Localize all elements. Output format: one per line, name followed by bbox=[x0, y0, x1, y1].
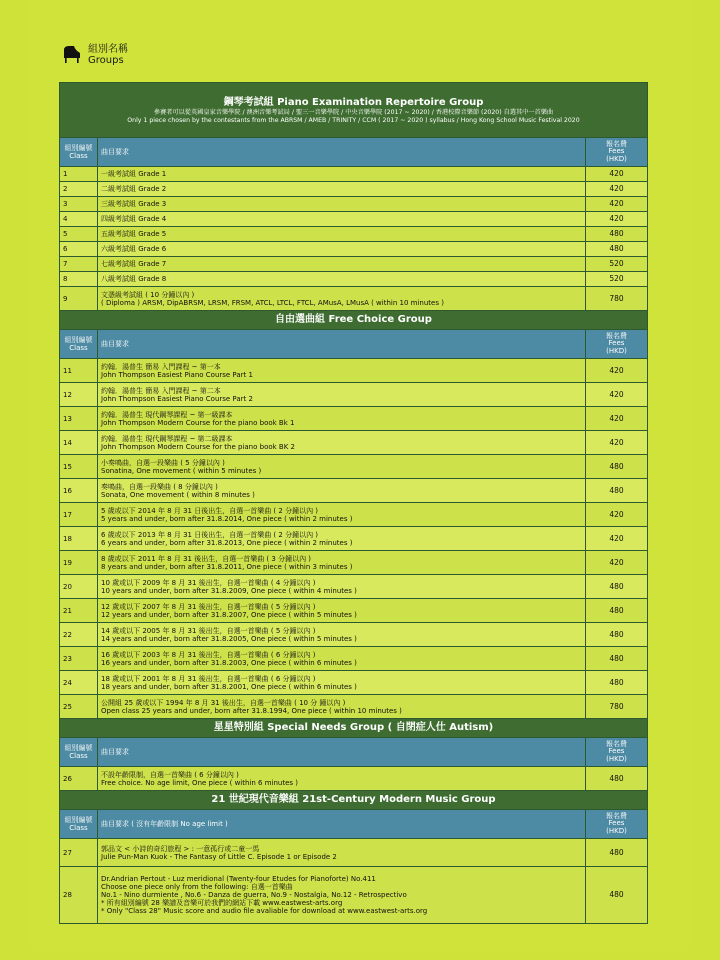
table-row bbox=[60, 167, 648, 182]
requirement-line: * 所有組別編號 28 樂譜及音樂可於我們的網站下載 www.eastwest-arts.org bbox=[101, 899, 343, 907]
requirement-line: * Only "Class 28" Music score and audio file avaliable for download at www.eastwest-arts.org bbox=[101, 907, 428, 915]
class-number: 8 bbox=[60, 272, 98, 287]
section-title: 鋼琴考試組 Piano Examination Repertoire Group bbox=[223, 96, 484, 108]
requirement-en: 16 years and under, born after 31.8.2003, One piece ( within 6 minutes ) bbox=[101, 658, 357, 667]
col-fee-en: Fees bbox=[608, 147, 625, 156]
table-row bbox=[60, 599, 648, 623]
section-header-modern-music bbox=[60, 791, 648, 810]
requirement-zh: 14 歲或以下 2005 年 8 月 31 後出生，自選一首樂曲 ( 5 分鐘以內 ) bbox=[101, 626, 316, 635]
class-number: 6 bbox=[60, 242, 98, 257]
table-row bbox=[60, 695, 648, 719]
requirement-zh: 8 歲或以下 2011 年 8 月 31 後出生，自選一首樂曲 ( 3 分鐘以內 ) bbox=[101, 554, 312, 563]
requirement-zh: 12 歲或以下 2007 年 8 月 31 後出生，自選一首樂曲 ( 5 分鐘以內 ) bbox=[101, 602, 316, 611]
fee: 420 bbox=[585, 197, 647, 212]
class-number: 27 bbox=[60, 839, 98, 867]
table-row bbox=[60, 647, 648, 671]
class-number: 1 bbox=[60, 167, 98, 182]
class-number: 28 bbox=[60, 867, 98, 924]
fee: 520 bbox=[585, 272, 647, 287]
fee: 780 bbox=[585, 287, 647, 311]
section-note-en: Only 1 piece chosen by the contestants from the ABRSM / AMEB / TRINITY / CCM ( 2017 ~ 2020 ) syllabus / Hong Kong School Music Festival 2020 bbox=[127, 116, 580, 124]
column-header-row bbox=[60, 138, 648, 167]
section-title: 21 世紀現代音樂組 21st-Century Modern Music Group bbox=[60, 791, 648, 810]
class-number: 2 bbox=[60, 182, 98, 197]
requirement-zh: 約翰．湯普生 現代鋼琴課程 ~ 第二級課本 bbox=[101, 434, 233, 443]
table-row bbox=[60, 867, 648, 924]
table-row bbox=[60, 227, 648, 242]
requirement-zh: 公開組 25 歲或以下 1994 年 8 月 31 後出生，自選一首樂曲 ( 10 分 鐘以內 ) bbox=[101, 698, 346, 707]
class-number: 25 bbox=[60, 695, 98, 719]
fee: 780 bbox=[585, 695, 647, 719]
class-number: 7 bbox=[60, 257, 98, 272]
col-fee-unit: (HKD) bbox=[606, 346, 627, 355]
fee: 480 bbox=[585, 599, 647, 623]
requirement-en: John Thompson Modern Course for the piano book Bk 1 bbox=[101, 418, 295, 427]
section-header-free-choice bbox=[60, 311, 648, 330]
class-number: 19 bbox=[60, 551, 98, 575]
fee: 420 bbox=[585, 383, 647, 407]
fee: 420 bbox=[585, 503, 647, 527]
class-number: 13 bbox=[60, 407, 98, 431]
class-number: 26 bbox=[60, 767, 98, 791]
requirement-en: 10 years and under, born after 31.8.2009, One piece ( within 4 minutes ) bbox=[101, 586, 357, 595]
fee: 480 bbox=[585, 767, 647, 791]
fee: 520 bbox=[585, 257, 647, 272]
table-row bbox=[60, 272, 648, 287]
piano-icon bbox=[62, 44, 82, 64]
requirement: 二級考試組 Grade 2 bbox=[98, 182, 586, 197]
requirement-en: Free choice. No age limit, One piece ( within 6 minutes ) bbox=[101, 778, 298, 787]
class-number: 11 bbox=[60, 359, 98, 383]
class-number: 18 bbox=[60, 527, 98, 551]
fee: 420 bbox=[585, 182, 647, 197]
requirement-en: 14 years and under, born after 31.8.2005, One piece ( within 5 minutes ) bbox=[101, 634, 357, 643]
fee: 420 bbox=[585, 551, 647, 575]
requirement-en: 8 years and under, born after 31.8.2011, One piece ( within 3 minutes ) bbox=[101, 562, 353, 571]
requirement-en: 6 years and under, born after 31.8.2013, One piece ( within 2 minutes ) bbox=[101, 538, 353, 547]
col-fee-en: Fees bbox=[608, 819, 625, 828]
requirement-line: No.1 - Nino durmiente , No.6 - Danza de guerra, No.9 - Nostalgia, No.12 - Retrospectivo bbox=[101, 891, 407, 899]
groups-heading bbox=[88, 44, 128, 66]
col-fee-unit: (HKD) bbox=[606, 754, 627, 763]
requirement-zh: 郭品文 < 小詩的奇幻旅程 > : 一意孤行或二童一馬 bbox=[101, 844, 260, 853]
fee: 420 bbox=[585, 212, 647, 227]
section-title: 自由選曲組 Free Choice Group bbox=[60, 311, 648, 330]
col-fee-unit: (HKD) bbox=[606, 154, 627, 163]
requirement-en: 18 years and under, born after 31.8.2001, One piece ( within 6 minutes ) bbox=[101, 682, 357, 691]
class-number: 23 bbox=[60, 647, 98, 671]
requirement-en: ( Diploma ) ARSM, DipABRSM, LRSM, FRSM, ATCL, LTCL, FTCL, AMusA, LMusA ( within 10 minutes ) bbox=[101, 298, 444, 307]
requirement-line: Dr.Andrian Pertout - Luz meridional (Twenty-four Etudes for Pianoforte) No.411 bbox=[101, 875, 376, 883]
col-class-en: Class bbox=[69, 344, 88, 352]
class-number: 3 bbox=[60, 197, 98, 212]
class-number: 4 bbox=[60, 212, 98, 227]
col-fee-en: Fees bbox=[608, 339, 625, 348]
requirement: 五級考試組 Grade 5 bbox=[98, 227, 586, 242]
requirement-en: John Thompson Modern Course for the piano book BK 2 bbox=[101, 442, 295, 451]
col-requirement: 曲目要求 bbox=[98, 738, 586, 767]
table-row bbox=[60, 551, 648, 575]
col-fee-zh: 報名費 bbox=[605, 331, 627, 340]
class-number: 9 bbox=[60, 287, 98, 311]
requirement-zh: 奏鳴曲，自選一段樂曲 ( 8 分鐘以內 ) bbox=[101, 482, 218, 491]
col-fee-en: Fees bbox=[608, 747, 625, 756]
col-class-en: Class bbox=[69, 824, 88, 832]
class-number: 14 bbox=[60, 431, 98, 455]
fee: 480 bbox=[585, 647, 647, 671]
table-row bbox=[60, 287, 648, 311]
fee: 480 bbox=[585, 227, 647, 242]
section-title: 星星特別組 Special Needs Group ( 自閉症人仕 Autism) bbox=[60, 719, 648, 738]
requirement-zh: 5 歲或以下 2014 年 8 月 31 日後出生，自選一首樂曲 ( 2 分鐘以內 ) bbox=[101, 506, 319, 515]
fee: 420 bbox=[585, 359, 647, 383]
groups-heading-en: Groups bbox=[88, 55, 124, 66]
class-number: 15 bbox=[60, 455, 98, 479]
col-fee-unit: (HKD) bbox=[606, 826, 627, 835]
fee: 480 bbox=[585, 575, 647, 599]
requirement-en: Sonata, One movement ( within 8 minutes ) bbox=[101, 490, 255, 499]
col-fee-zh: 報名費 bbox=[605, 739, 627, 748]
fee: 420 bbox=[585, 431, 647, 455]
col-class-zh: 組別編號 bbox=[64, 144, 93, 152]
requirement-zh: 6 歲或以下 2013 年 8 月 31 日後出生，自選一首樂曲 ( 2 分鐘以內 ) bbox=[101, 530, 319, 539]
class-number: 16 bbox=[60, 479, 98, 503]
requirement: 七級考試組 Grade 7 bbox=[98, 257, 586, 272]
fee: 480 bbox=[585, 671, 647, 695]
requirement: 一級考試組 Grade 1 bbox=[98, 167, 586, 182]
class-number: 20 bbox=[60, 575, 98, 599]
column-header-row bbox=[60, 738, 648, 767]
requirement-en: 5 years and under, born after 31.8.2014, One piece ( within 2 minutes ) bbox=[101, 514, 353, 523]
requirement-en: Sonatina, One movement ( within 5 minutes ) bbox=[101, 466, 262, 475]
col-class-en: Class bbox=[69, 152, 88, 160]
col-fee-zh: 報名費 bbox=[605, 811, 627, 820]
requirement-en: Julie Pun-Man Kuok - The Fantasy of Little C. Episode 1 or Episode 2 bbox=[101, 852, 337, 861]
col-fee-zh: 報名費 bbox=[605, 139, 627, 148]
fee: 480 bbox=[585, 242, 647, 257]
requirement-line: Choose one piece only from the following: 自選一首樂曲 bbox=[101, 883, 293, 891]
requirement: 三級考試組 Grade 3 bbox=[98, 197, 586, 212]
table-row bbox=[60, 182, 648, 197]
table-row bbox=[60, 767, 648, 791]
table-row bbox=[60, 212, 648, 227]
table-row bbox=[60, 431, 648, 455]
section-note-zh: 參賽者可以從英國皇家音樂學院 / 澳洲音樂考試局 / 聖三一音樂學院 / 中央音樂學院 (2017 ~ 2020) / 香港校際音樂節 (2020) 自選其中一首樂曲 bbox=[153, 108, 554, 116]
table-row bbox=[60, 242, 648, 257]
groups-heading-zh: 組別名稱 bbox=[88, 44, 128, 55]
requirement-zh: 約翰．湯普生 簡易 入門課程 ~ 第一本 bbox=[101, 362, 221, 371]
table-row bbox=[60, 503, 648, 527]
column-header-row bbox=[60, 810, 648, 839]
col-requirement: 曲目要求 bbox=[98, 330, 586, 359]
requirement-zh: 16 歲或以下 2003 年 8 月 31 後出生，自選一首樂曲 ( 6 分鐘以內 ) bbox=[101, 650, 316, 659]
column-header-row bbox=[60, 330, 648, 359]
fee: 420 bbox=[585, 527, 647, 551]
col-class-en: Class bbox=[69, 752, 88, 760]
fee: 480 bbox=[585, 867, 647, 924]
table-row bbox=[60, 407, 648, 431]
fee: 480 bbox=[585, 839, 647, 867]
requirement-zh: 約翰．湯普生 簡易 入門課程 ~ 第二本 bbox=[101, 386, 221, 395]
groups-table bbox=[59, 82, 648, 924]
table-row bbox=[60, 455, 648, 479]
col-class-zh: 組別編號 bbox=[64, 744, 93, 752]
requirement-en: John Thompson Easiest Piano Course Part 2 bbox=[101, 394, 253, 403]
col-requirement: 曲目要求 bbox=[98, 138, 586, 167]
col-requirement: 曲目要求 ( 沒有年齡限制 No age limit ) bbox=[98, 810, 586, 839]
class-number: 12 bbox=[60, 383, 98, 407]
requirement-zh: 小奏鳴曲，自選一段樂曲 ( 5 分鐘以內 ) bbox=[101, 458, 225, 467]
requirement-zh: 10 歲或以下 2009 年 8 月 31 後出生，自選一首樂曲 ( 4 分鐘以內 ) bbox=[101, 578, 316, 587]
class-number: 5 bbox=[60, 227, 98, 242]
fee: 420 bbox=[585, 407, 647, 431]
table-row bbox=[60, 197, 648, 212]
requirement-zh: 文憑級考試組 ( 10 分鐘以內 ) bbox=[101, 290, 195, 299]
fee: 480 bbox=[585, 455, 647, 479]
fee: 480 bbox=[585, 623, 647, 647]
table-row bbox=[60, 383, 648, 407]
requirement: 六級考試組 Grade 6 bbox=[98, 242, 586, 257]
requirement: 四級考試組 Grade 4 bbox=[98, 212, 586, 227]
table-row bbox=[60, 527, 648, 551]
requirement-en: 12 years and under, born after 31.8.2007, One piece ( within 5 minutes ) bbox=[101, 610, 357, 619]
col-class-zh: 組別編號 bbox=[64, 816, 93, 824]
requirement-en: John Thompson Easiest Piano Course Part 1 bbox=[101, 370, 253, 379]
fee: 420 bbox=[585, 167, 647, 182]
table-row bbox=[60, 839, 648, 867]
class-number: 17 bbox=[60, 503, 98, 527]
requirement-zh: 不設年齡限制，自選一首樂曲 ( 6 分鐘以內 ) bbox=[101, 770, 239, 779]
requirement: 八級考試組 Grade 8 bbox=[98, 272, 586, 287]
requirement-zh: 18 歲或以下 2001 年 8 月 31 後出生，自選一首樂曲 ( 6 分鐘以內 ) bbox=[101, 674, 316, 683]
section-header-piano-exam bbox=[60, 83, 648, 138]
class-number: 22 bbox=[60, 623, 98, 647]
table-row bbox=[60, 359, 648, 383]
table-row bbox=[60, 671, 648, 695]
col-class-zh: 組別編號 bbox=[64, 336, 93, 344]
fee: 480 bbox=[585, 479, 647, 503]
table-row bbox=[60, 479, 648, 503]
class-number: 24 bbox=[60, 671, 98, 695]
requirement-en: Open class 25 years and under, born after 31.8.1994, One piece ( within 10 minutes ) bbox=[101, 706, 402, 715]
table-row bbox=[60, 623, 648, 647]
requirement-zh: 約翰．湯普生 現代鋼琴課程 ~ 第一級課本 bbox=[101, 410, 233, 419]
table-row bbox=[60, 257, 648, 272]
class-number: 21 bbox=[60, 599, 98, 623]
section-header-special-needs bbox=[60, 719, 648, 738]
table-row bbox=[60, 575, 648, 599]
